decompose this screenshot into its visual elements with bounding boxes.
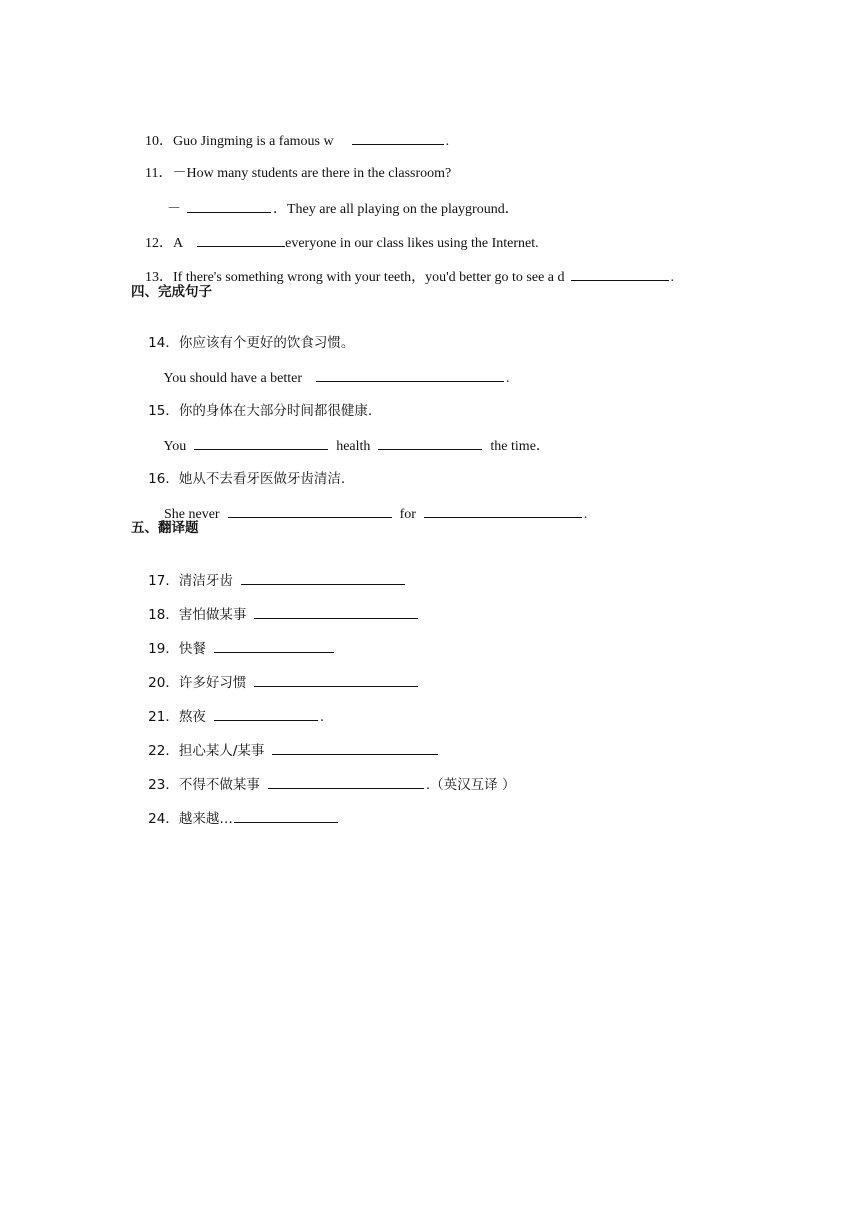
answer-blank[interactable] (254, 673, 418, 687)
question-text: －How many students are there in the classroom? (172, 166, 452, 181)
word-1: You (163, 439, 187, 454)
answer-blank-1[interactable] (228, 504, 392, 518)
answer-blank[interactable] (254, 605, 418, 619)
question-13 (131, 249, 674, 305)
answer-blank[interactable] (272, 741, 438, 755)
punctuation: . (445, 134, 450, 149)
question-text: 担心某人/某事 (178, 743, 265, 759)
punctuation: . (506, 371, 510, 386)
question-number: 10． (145, 134, 173, 149)
answer-blank[interactable] (316, 368, 504, 382)
question-start: A (173, 236, 184, 251)
question-number: 13． (145, 270, 173, 285)
question-text: Guo Jingming is a famous w (173, 134, 334, 149)
question-chinese: 她从不去看牙医做牙齿清洁. (178, 471, 346, 487)
answer-blank[interactable] (214, 707, 318, 721)
question-text: 越来越… (178, 811, 233, 827)
answer-blank[interactable] (241, 571, 405, 585)
question-number: 20． (148, 675, 179, 691)
answer-blank[interactable] (352, 131, 444, 145)
answer-blank-2[interactable] (378, 436, 482, 450)
section-heading-complete-sentences: 四、完成句子 (131, 284, 212, 300)
question-number: 23． (148, 777, 179, 793)
question-number: 11． (145, 166, 173, 181)
section-heading-translation: 五、翻译题 (131, 520, 199, 536)
answer-blank-1[interactable] (194, 436, 328, 450)
answer-continuation: ．They are all playing on the playground． (273, 202, 519, 217)
word-2: for (399, 507, 416, 522)
question-number: 18． (148, 607, 179, 623)
question-number: 19． (148, 641, 179, 657)
question-number: 16． (148, 471, 179, 487)
question-number: 12． (145, 236, 173, 251)
answer-blank[interactable] (571, 267, 669, 281)
question-number: 21． (148, 709, 179, 725)
answer-blank-2[interactable] (424, 504, 582, 518)
punctuation: . (670, 270, 675, 285)
question-text: everyone in our class likes using the Internet. (285, 236, 539, 251)
question-16-english (150, 486, 587, 542)
word-2: health (336, 439, 371, 454)
dash: － (167, 202, 181, 217)
question-text: 害怕做某事 (178, 607, 247, 623)
punctuation: . (583, 507, 588, 522)
question-text: 不得不做某事 (178, 777, 260, 793)
question-chinese: 你的身体在大部分时间都很健康. (178, 403, 373, 419)
question-number: 17． (148, 573, 179, 589)
word-1: She never (164, 507, 220, 522)
answer-blank[interactable] (214, 639, 334, 653)
punctuation: . (319, 709, 325, 725)
question-24 (131, 791, 340, 846)
question-chinese: 你应该有个更好的饮食习惯。 (178, 335, 355, 351)
answer-blank[interactable] (268, 775, 424, 789)
question-number: 15． (148, 403, 179, 419)
question-text: 许多好习惯 (178, 675, 247, 691)
question-text: 清洁牙齿 (178, 573, 233, 589)
sentence-start: You should have a better (163, 371, 303, 386)
word-3: the time． (490, 439, 550, 454)
question-text: If there's something wrong with your teeth，you'd better go to see a d (173, 270, 565, 285)
answer-blank[interactable] (187, 199, 271, 213)
question-number: 24． (148, 811, 179, 827)
question-text: 快餐 (178, 641, 206, 657)
answer-blank[interactable] (197, 233, 285, 247)
question-text: 熬夜 (178, 709, 206, 725)
punctuation-note: .（英汉互译 ） (425, 777, 516, 793)
question-number: 14． (148, 335, 179, 351)
question-number: 22． (148, 743, 179, 759)
answer-blank[interactable] (234, 809, 338, 823)
